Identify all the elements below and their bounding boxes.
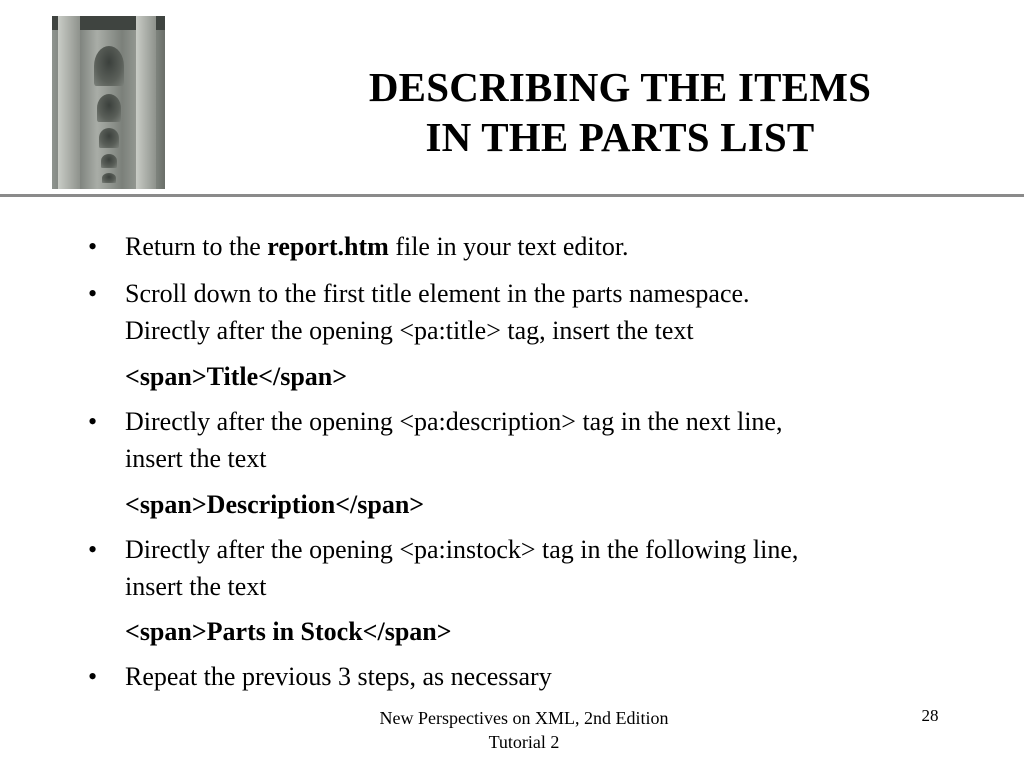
title-divider bbox=[0, 194, 1024, 197]
bullet-text-line-2: insert the text bbox=[125, 444, 267, 473]
slide-title-line-2: IN THE PARTS LIST bbox=[425, 114, 815, 160]
bullet-glyph: • bbox=[88, 407, 98, 436]
bullet-glyph: • bbox=[88, 662, 98, 691]
bullet-text bbox=[125, 228, 955, 265]
photo-arch-3 bbox=[99, 128, 119, 148]
slide-title bbox=[300, 62, 940, 162]
bullet-text bbox=[125, 531, 955, 605]
photo-pillar-left bbox=[58, 16, 80, 189]
slide-title-line-1: DESCRIBING THE ITEMS bbox=[368, 64, 872, 110]
code-line-title: <span>Title</span> bbox=[125, 362, 348, 391]
photo-arch-5 bbox=[102, 173, 116, 183]
bullet-text-line-1: Directly after the opening <pa:description> tag in the next line, bbox=[125, 407, 783, 436]
slide-footer bbox=[330, 706, 718, 754]
bullet-text-line-2: insert the text bbox=[125, 572, 267, 601]
code-line-description: <span>Description</span> bbox=[125, 490, 425, 519]
bullet-glyph: • bbox=[88, 535, 98, 564]
bullet-filename: report.htm bbox=[267, 232, 389, 261]
bullet-glyph: • bbox=[88, 232, 98, 261]
footer-line-1: New Perspectives on XML, 2nd Edition bbox=[379, 708, 669, 728]
bullet-text-line-1: Directly after the opening <pa:instock> tag in the following line, bbox=[125, 535, 799, 564]
photo-arch-4 bbox=[101, 154, 117, 168]
bullet-text bbox=[125, 275, 955, 349]
bullet-text-after: file in your text editor. bbox=[388, 232, 629, 261]
bullet-text-line-1: Scroll down to the first title element in the parts namespace. bbox=[125, 279, 750, 308]
photo-arch-1 bbox=[94, 46, 124, 86]
photo-arch-2 bbox=[97, 94, 121, 122]
page-number: 28 bbox=[921, 706, 939, 725]
bullet-text-line-2: Directly after the opening <pa:title> tag, insert the text bbox=[125, 316, 694, 345]
code-line-parts-in-stock: <span>Parts in Stock</span> bbox=[125, 617, 452, 646]
bullet-text-before: Return to the bbox=[125, 232, 268, 261]
bullet-glyph: • bbox=[88, 279, 98, 308]
bullet-text bbox=[125, 403, 955, 477]
bullet-text: Repeat the previous 3 steps, as necessary bbox=[125, 662, 552, 691]
bridge-arches-photo bbox=[52, 16, 165, 189]
footer-line-2: Tutorial 2 bbox=[488, 732, 560, 752]
photo-pillar-right bbox=[136, 16, 156, 189]
